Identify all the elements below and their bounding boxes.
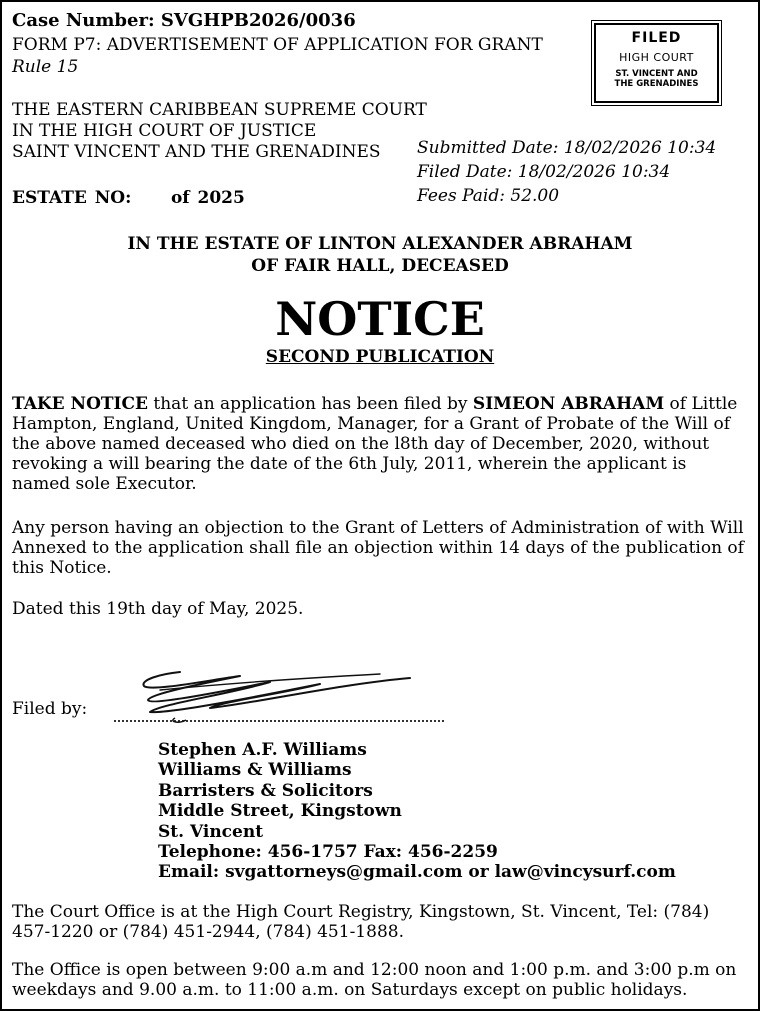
filed-date: Filed Date: 18/02/2026 10:34 (417, 162, 671, 182)
stamp-location (596, 69, 717, 89)
objection-paragraph: Any person having an objection to the Grant of Letters of Administration of with Will Annexed to the application shall file an objection within 14 days of the publication of this Notice. (12, 518, 744, 578)
signature-image (120, 660, 420, 726)
estate-number: ESTATE NO: of 2025 (12, 188, 245, 208)
applicant-name: SIMEON ABRAHAM (472, 394, 665, 414)
rule-reference: Rule 15 (12, 57, 79, 77)
office-hours-paragraph: The Office is open between 9:00 a.m and 12:00 noon and 1:00 p.m. and 3:00 p.m on weekdays and 9.00 a.m. to 11:00 a.m. on Saturdays except on public holidays. (12, 960, 737, 1000)
submitted-date: Submitted Date: 18/02/2026 10:34 (417, 138, 717, 158)
estate-title (2, 233, 758, 277)
filing-dates (417, 136, 716, 208)
stamp-location-line1: ST. VINCENT AND (615, 69, 698, 79)
filed-by-label: Filed by: (12, 699, 88, 719)
estate-title-line1: IN THE ESTATE OF LINTON ALEXANDER ABRAHAM (127, 234, 633, 254)
case-number: Case Number: SVGHPB2026/0036 (12, 10, 356, 31)
court-line-1: THE EASTERN CARIBBEAN SUPREME COURT (12, 100, 427, 120)
publication-heading (2, 347, 758, 367)
p1-text-b: of Little Hampton, England, United Kingdom, Manager, for a Grant of Probate of the Will of the above named deceased who died on the l8th day of December, 2020, without revoking a will bearing the date of the 6th July, 2011, wherein the applicant is named sole Executor. (12, 394, 738, 494)
publication-label: SECOND PUBLICATION (265, 347, 495, 367)
stamp-filed: FILED (631, 30, 682, 46)
p1-text-a: that an application has been filed by (148, 394, 473, 414)
court-line-3: SAINT VINCENT AND THE GRENADINES (12, 142, 381, 162)
filed-stamp (594, 23, 719, 103)
court-office-paragraph: The Court Office is at the High Court Registry, Kingstown, St. Vincent, Tel: (784) 457-1220 or (784) 451-2944, (784) 451-1888. (12, 902, 710, 942)
notice-title: NOTICE (275, 292, 485, 346)
court-line-2: IN THE HIGH COURT OF JUSTICE (12, 121, 317, 141)
take-notice-paragraph (12, 394, 748, 494)
dated-line: Dated this 19th day of May, 2025. (12, 599, 304, 619)
fees-paid: Fees Paid: 52.00 (417, 186, 560, 206)
stamp-location-line2: THE GRENADINES (614, 79, 699, 89)
estate-title-line2: OF FAIR HALL, DECEASED (251, 256, 509, 276)
court-heading (12, 100, 427, 163)
filer-details: Stephen A.F. Williams Williams & Williams Barristers & Solicitors Middle Street, Kingstown St. Vincent Telephone: 456-1757 Fax: 456-2259 Email: svgattorneys@gmail.com or law@vincysurf.com (158, 740, 676, 883)
stamp-court: HIGH COURT (619, 51, 694, 64)
form-title: FORM P7: ADVERTISEMENT OF APPLICATION FOR GRANT (12, 35, 543, 55)
take-notice-lead: TAKE NOTICE (12, 394, 148, 414)
